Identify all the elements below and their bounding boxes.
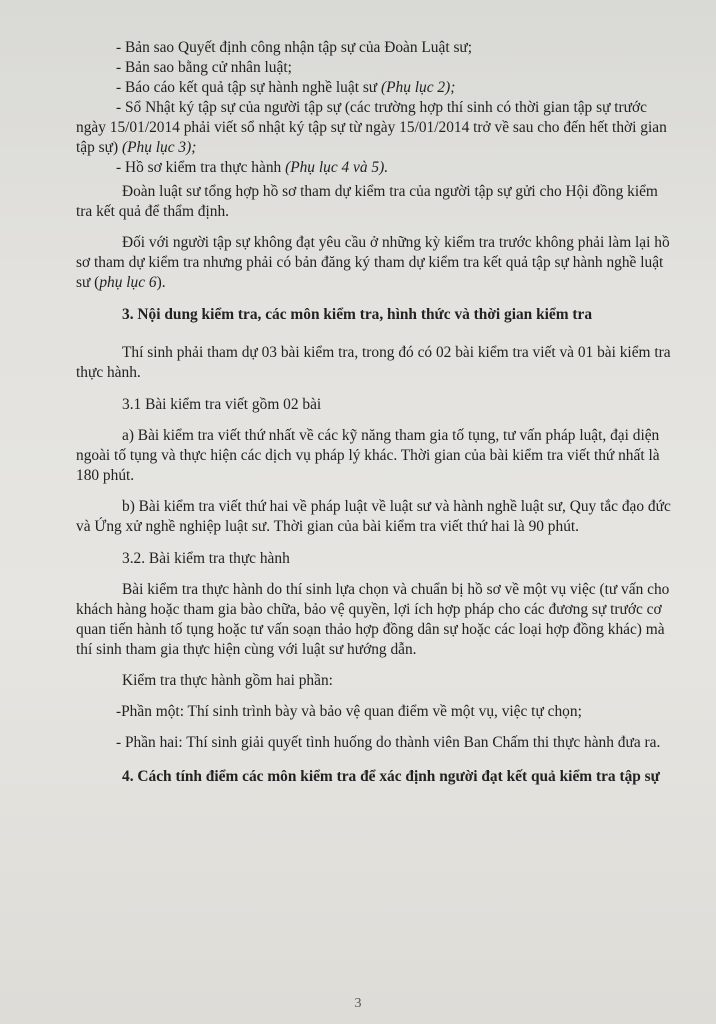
paragraph: Kiểm tra thực hành gồm hai phần: [122, 672, 333, 689]
appendix-reference: (Phụ lục 2); [381, 79, 456, 96]
list-item: - Hồ sơ kiểm tra thực hành (Phụ lục 4 và 5). [116, 159, 389, 176]
subsection-heading: 3.2. Bài kiểm tra thực hành [122, 550, 290, 567]
subsection-heading: 3.1 Bài kiểm tra viết gồm 02 bài [122, 396, 322, 413]
paragraph: Đoàn luật sư tổng hợp hồ sơ tham dự kiểm tra của người tập sự gửi cho Hội đồng kiểm tra kết quả để thẩm định. [76, 183, 658, 220]
list-item: - Báo cáo kết quả tập sự hành nghề luật sư (Phụ lục 2); [116, 79, 456, 96]
paragraph: b) Bài kiểm tra viết thứ hai về pháp luật về luật sư và hành nghề luật sư, Quy tắc đạo đức và Ứng xử nghề nghiệp luật sư. Thời gian của bài kiểm tra viết thứ hai là 90 phút. [76, 498, 671, 535]
list-item: - Sổ Nhật ký tập sự của người tập sự (các trường hợp thí sinh có thời gian tập sự trước ngày 15/01/2014 phải viết sổ nhật ký tập sự từ ngày 15/01/2014 trở về sau cho đến hết thời gian tập sự) (Phụ lục 3); [76, 99, 667, 156]
paragraph: Bài kiểm tra thực hành do thí sinh lựa chọn và chuẩn bị hồ sơ về một vụ việc (tư vấn cho khách hàng hoặc tham gia bào chữa, bảo vệ quyền, lợi ích hợp pháp cho các đương sự trước cơ quan tiến hành tố tụng hoặc tư vấn soạn thảo hợp đồng dân sự hoặc các loại hợp đồng khác) mà thí sinh tham gia thực hiện cùng với luật sư hướng dẫn. [76, 581, 670, 658]
list-item: - Bản sao Quyết định công nhận tập sự của Đoàn Luật sư; [116, 39, 473, 56]
paragraph: Đối với người tập sự không đạt yêu cầu ở những kỳ kiểm tra trước không phải làm lại hồ sơ tham dự kiểm tra nhưng phải có bản đăng ký tham dự kiểm tra kết quả tập sự hành nghề luật sư (phụ lục 6). [76, 234, 670, 291]
page-number: 3 [354, 996, 362, 1011]
paragraph: a) Bài kiểm tra viết thứ nhất về các kỹ năng tham gia tố tụng, tư vấn pháp luật, đại diện ngoài tố tụng và thực hiện các dịch vụ pháp lý khác. Thời gian của bài kiểm tra viết thứ nhất là 180 phút. [76, 427, 660, 484]
paragraph: Thí sinh phải tham dự 03 bài kiểm tra, trong đó có 02 bài kiểm tra viết và 01 bài kiểm tra thực hành. [76, 344, 671, 381]
list-item: - Bản sao bằng cử nhân luật; [116, 59, 292, 76]
appendix-reference: (Phụ lục 3); [121, 139, 197, 156]
section-heading: 4. Cách tính điểm các môn kiểm tra để xác định người đạt kết quả kiểm tra tập sự [122, 768, 660, 785]
list-item: - Phần hai: Thí sinh giải quyết tình huống do thành viên Ban Chấm thi thực hành đưa ra. [116, 734, 661, 751]
list-item: -Phần một: Thí sinh trình bày và bảo vệ quan điểm về một vụ, việc tự chọn; [116, 703, 582, 720]
appendix-reference: (Phụ lục 4 và 5). [285, 159, 389, 176]
section-heading: 3. Nội dung kiểm tra, các môn kiểm tra, hình thức và thời gian kiểm tra [122, 306, 593, 323]
appendix-reference: phụ lục 6 [99, 274, 157, 291]
